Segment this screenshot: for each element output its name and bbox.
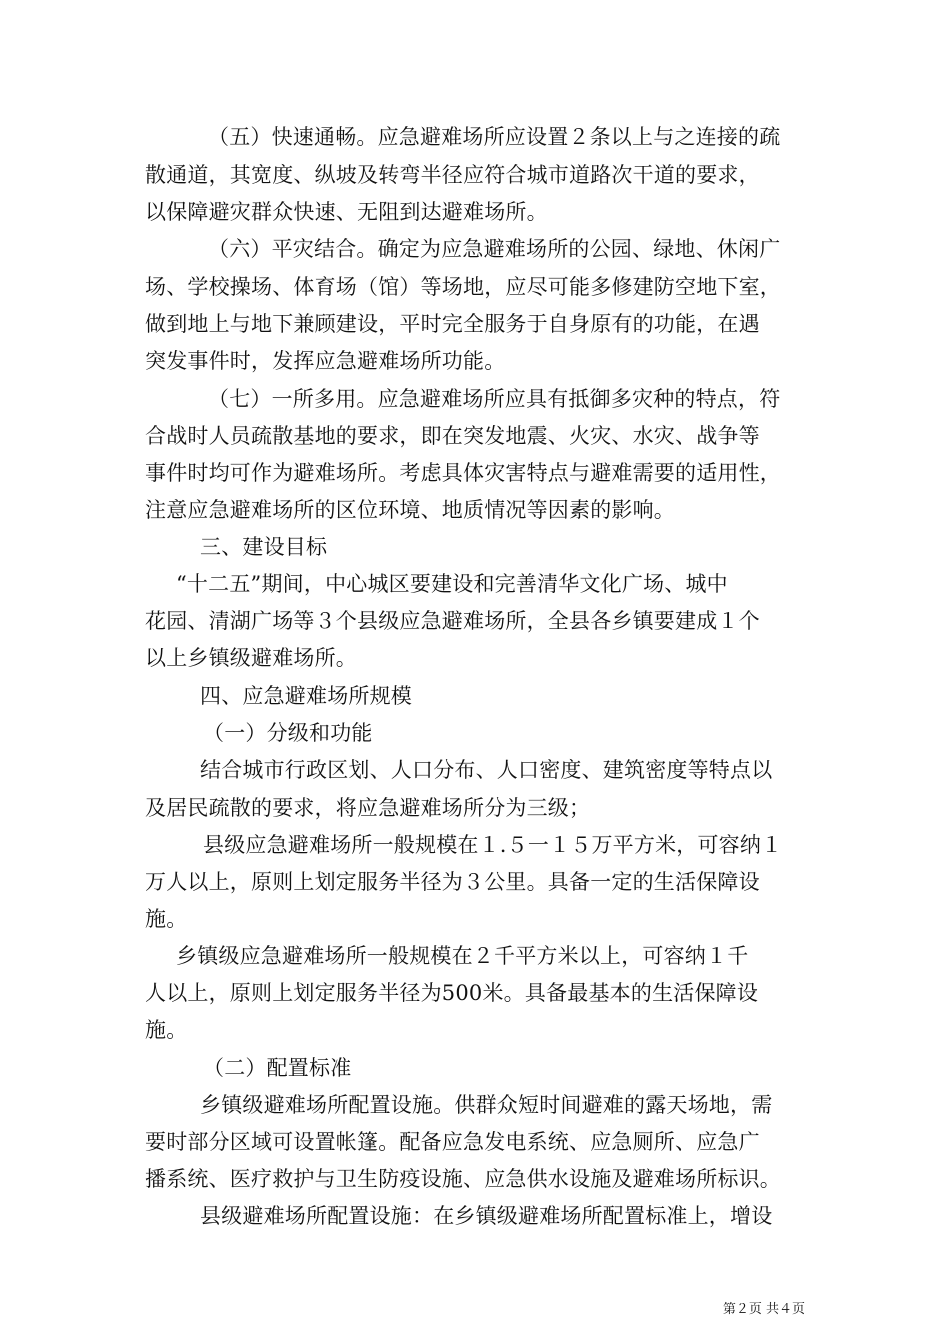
paragraph-line: 乡镇级避难场所配置设施。供群众短时间避难的露天场地，需 [200, 1093, 773, 1117]
paragraph-line: 及居民疏散的要求，将应急避难场所分为三级； [145, 796, 591, 820]
paragraph-line: （五）快速通畅。应急避难场所应设置２条以上与之连接的疏 [208, 125, 781, 149]
paragraph-line: 人以上，原则上划定服务半径为500米。具备最基本的生活保障设 [145, 981, 759, 1005]
paragraph-line: 乡镇级应急避难场所一般规模在２千平方米以上，可容纳１千 [176, 944, 749, 968]
subsection-heading: （一）分级和功能 [203, 721, 373, 745]
paragraph-line: 注意应急避难场所的区位环境、地质情况等因素的影响。 [145, 498, 675, 522]
paragraph-line: 县级应急避难场所一般规模在１.５一１５万平方米，可容纳１ [203, 833, 783, 857]
paragraph-line: 县级避难场所配置设施：在乡镇级避难场所配置标准上，增设 [200, 1204, 773, 1228]
paragraph-line: （七）一所多用。应急避难场所应具有抵御多灾种的特点，符 [208, 387, 781, 411]
paragraph-line: 万人以上，原则上划定服务半径为３公里。具备一定的生活保障设 [145, 870, 760, 894]
paragraph-line: 施。 [145, 907, 188, 931]
paragraph-line: 施。 [145, 1018, 188, 1042]
paragraph-line: 事件时均可作为避难场所。考虑具体灾害特点与避难需要的适用性， [145, 461, 781, 485]
paragraph-line: 突发事件时，发挥应急避难场所功能。 [145, 349, 506, 373]
paragraph-line: 花园、清湖广场等３个县级应急避难场所，全县各乡镇要建成１个 [145, 609, 760, 633]
paragraph-line: 场、学校操场、体育场（馆）等场地，应尽可能多修建防空地下室， [145, 275, 781, 299]
paragraph-line: 做到地上与地下兼顾建设，平时完全服务于自身原有的功能，在遇 [145, 312, 760, 336]
paragraph-line: 播系统、医疗救护与卫生防疫设施、应急供水设施及避难场所标识。 [145, 1167, 781, 1191]
paragraph-line: 要时部分区域可设置帐篷。配备应急发电系统、应急厕所、应急广 [145, 1130, 760, 1154]
paragraph-line: （六）平灾结合。确定为应急避难场所的公园、绿地、休闲广 [208, 237, 781, 261]
paragraph-line: “十二五”期间，中心城区要建设和完善清华文化广场、城中 [176, 572, 728, 596]
section-heading: 三、建设目标 [200, 535, 328, 559]
paragraph-line: 以保障避灾群众快速、无阻到达避难场所。 [145, 200, 548, 224]
subsection-heading: （二）配置标准 [203, 1056, 352, 1080]
paragraph-line: 散通道，其宽度、纵坡及转弯半径应符合城市道路次干道的要求， [145, 163, 760, 187]
paragraph-line: 结合城市行政区划、人口分布、人口密度、建筑密度等特点以 [200, 758, 773, 782]
page-number: 第２页 共４页 [722, 1302, 805, 1317]
paragraph-line: 合战时人员疏散基地的要求，即在突发地震、火灾、水灾、战争等 [145, 424, 760, 448]
section-heading: 四、应急避难场所规模 [200, 684, 412, 708]
paragraph-line: 以上乡镇级避难场所。 [145, 646, 357, 670]
